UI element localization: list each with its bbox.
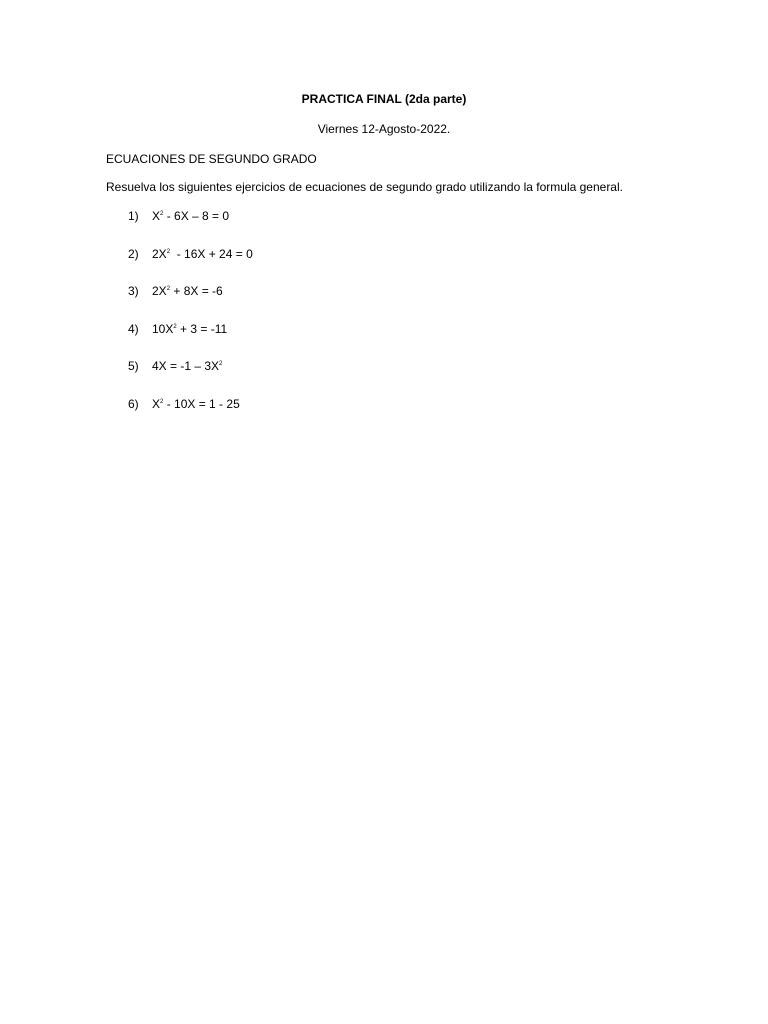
equation-text: - 10X = 1 - 25 — [163, 397, 240, 411]
equation-text: - 16X + 24 = 0 — [170, 247, 253, 261]
equation-text: - 6X – 8 = 0 — [163, 209, 230, 223]
exercise-item-5 — [128, 359, 222, 373]
equation-text: 4X = -1 – 3X — [152, 359, 220, 373]
exercise-equation — [152, 209, 229, 223]
exercise-equation — [152, 359, 222, 373]
exercise-number: 1) — [128, 209, 139, 223]
equation-text: 2X — [152, 284, 167, 298]
exponent: 2 — [173, 324, 177, 330]
equation-text: + 8X = -6 — [170, 284, 223, 298]
equation-text: X — [152, 209, 161, 223]
exponent: 2 — [219, 361, 223, 367]
equation-text: + 3 = -11 — [176, 322, 228, 336]
exercise-item-3 — [128, 284, 223, 298]
exercise-number: 4) — [128, 322, 139, 336]
exercise-item-4 — [128, 322, 227, 336]
document-date: Viernes 12-Agosto-2022. — [317, 122, 451, 136]
exercise-equation — [152, 322, 227, 336]
exponent: 2 — [160, 211, 164, 217]
exercise-item-1 — [128, 209, 229, 223]
exercise-item-6 — [128, 397, 240, 411]
equation-text: 10X — [152, 322, 174, 336]
exponent: 2 — [166, 286, 171, 292]
exercise-number: 5) — [128, 359, 139, 373]
exponent: 2 — [160, 399, 164, 405]
exercise-number: 2) — [128, 247, 139, 261]
exponent: 2 — [166, 249, 171, 255]
exercise-number: 6) — [128, 397, 139, 411]
exercise-equation — [152, 397, 240, 411]
document-title: PRACTICA FINAL (2da parte) — [301, 92, 467, 106]
section-heading: ECUACIONES DE SEGUNDO GRADO — [106, 152, 317, 166]
equation-text: X — [152, 397, 161, 411]
instructions-text: Resuelva los siguientes ejercicios de ecuaciones de segundo grado utilizando la formula general. — [106, 180, 623, 194]
exercise-item-2 — [128, 247, 253, 261]
exercise-equation — [152, 247, 253, 261]
exercise-number: 3) — [128, 284, 139, 298]
exercise-equation — [152, 284, 223, 298]
equation-text: 2X — [152, 247, 167, 261]
